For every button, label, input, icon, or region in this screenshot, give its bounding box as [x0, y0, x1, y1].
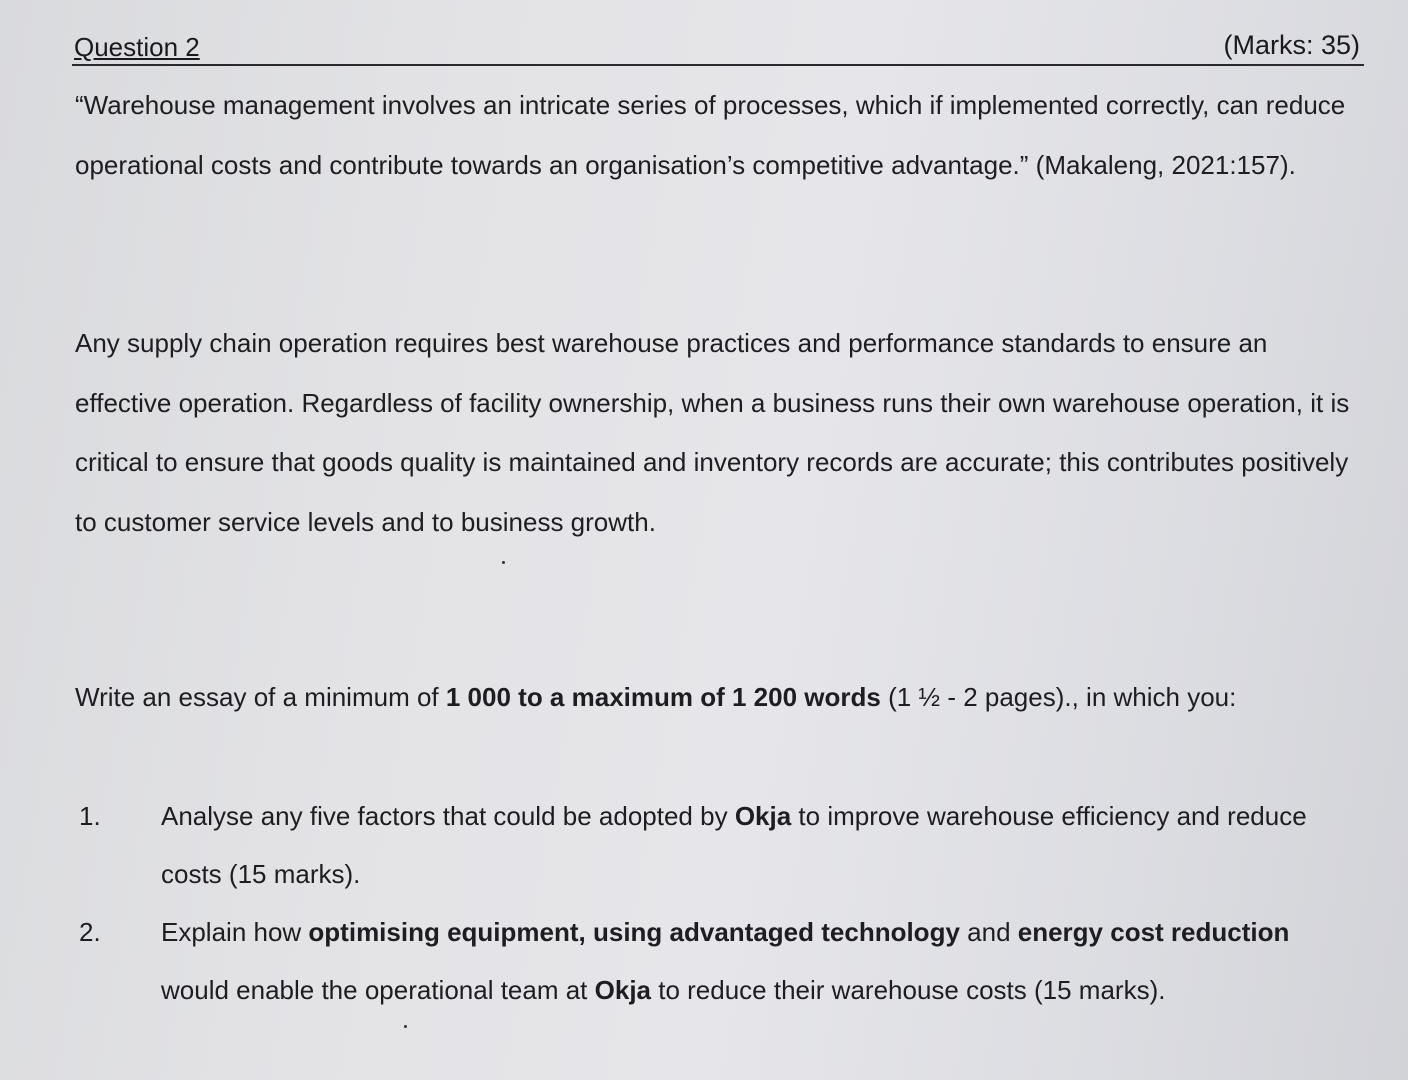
company-name: Okja — [594, 975, 652, 1005]
task-text-part: Analyse any five factors that could be adopted by — [161, 801, 735, 831]
instruction-paragraph — [75, 668, 1365, 728]
question-title: Question 2 — [74, 32, 200, 62]
emphasis-text: energy cost reduction — [1017, 917, 1290, 947]
task-number: 1. — [79, 801, 101, 831]
company-name: Okja — [734, 801, 792, 831]
task-text-part: to reduce their warehouse costs (15 marks). — [651, 975, 1166, 1005]
quote-paragraph: “Warehouse management involves an intricate series of processes, which if implemented correctly, can reduce operational costs and contribute towards an organisation’s competitive advantage.” (Makaleng, 2021:157). — [75, 90, 1346, 180]
task-text — [161, 787, 1321, 903]
instruction-text-end: (1 ½ - 2 pages)., in which you: — [880, 682, 1237, 712]
task-text-part: to improve warehouse efficiency and reduce costs (15 marks). — [161, 801, 1307, 889]
task-text — [161, 903, 1321, 1019]
task-text-part: would enable the operational team at — [161, 975, 595, 1005]
context-paragraph: Any supply chain operation requires best warehouse practices and performance standards to ensure an effective operation. Regardless of facility ownership, when a business runs their own warehouse operation, it is critical to ensure that goods quality is maintained and inventory records are accurate; this contributes positively to customer service levels and to business growth. — [75, 328, 1350, 537]
task-text-part: and — [959, 917, 1018, 947]
instruction-text: Write an essay of a minimum of — [75, 682, 446, 712]
task-text-part: Explain how — [161, 917, 309, 947]
paper-speck — [502, 561, 505, 564]
paper-speck — [404, 1025, 407, 1028]
question-header — [72, 30, 1364, 66]
word-count-requirement: 1 000 to a maximum of 1 200 words — [445, 682, 881, 712]
marks-label: (Marks: 35) — [1223, 30, 1360, 60]
task-number: 2. — [79, 917, 101, 947]
emphasis-text: optimising equipment, using advantaged technology — [308, 917, 960, 947]
